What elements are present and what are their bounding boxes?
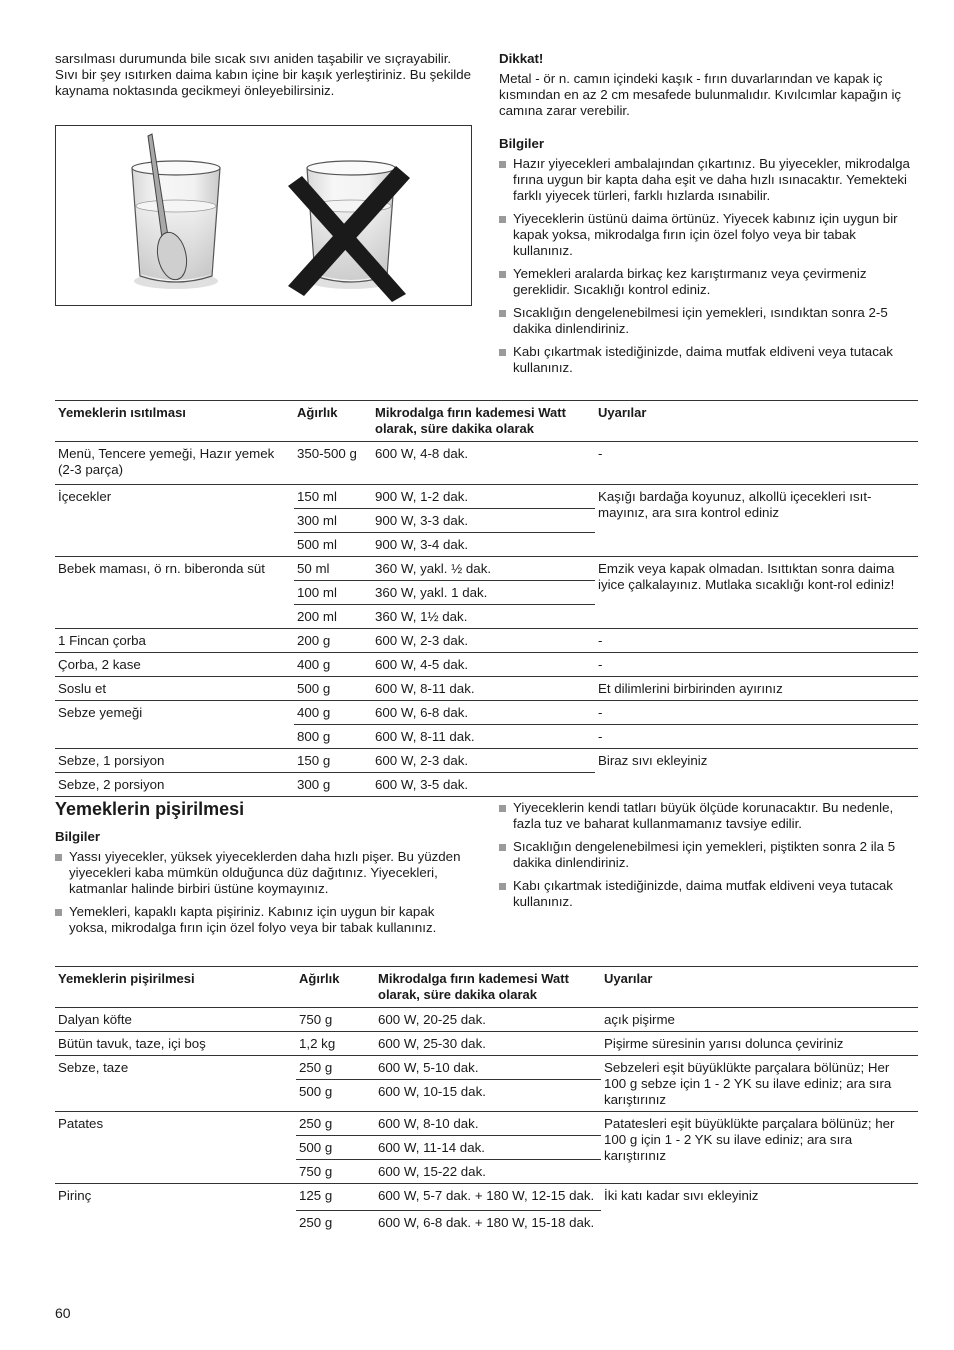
weight-cell: 250 g — [296, 1211, 375, 1235]
cooking-table — [55, 966, 918, 1234]
food-cell: Bebek maması, ö rn. biberonda süt — [58, 561, 265, 576]
table-row — [55, 485, 918, 509]
header-cell: Mikrodalga fırın kademesi Watt olarak, süre dakika olarak — [378, 971, 569, 1002]
setting-cell: 600 W, 25-30 dak. — [378, 1036, 486, 1051]
setting-cell: 600 W, 8-11 dak. — [372, 725, 595, 749]
header-cell: Ağırlık — [297, 405, 338, 420]
weight-cell: 250 g — [299, 1116, 333, 1131]
food-cell: 1 Fincan çorba — [58, 633, 146, 648]
table-row — [55, 1184, 918, 1211]
table-row — [55, 1008, 918, 1032]
setting-cell: 600 W, 5-7 dak. + 180 W, 12-15 dak. — [378, 1188, 595, 1203]
setting-cell: 600 W, 8-10 dak. — [378, 1116, 479, 1131]
table-row — [55, 557, 918, 581]
table-row — [55, 749, 918, 773]
setting-cell: 600 W, 2-3 dak. — [375, 753, 469, 768]
header-cell: Mikrodalga fırın kademesi Watt olarak, süre dakika olarak — [375, 405, 566, 436]
food-cell: Soslu et — [58, 681, 107, 696]
list-item: Sıcaklığın dengelenebilmesi için yemekleri, piştikten sonra 2 ila 5 dakika dinlendiriniz. — [499, 839, 919, 871]
glass-spoon-icon — [56, 126, 471, 305]
info-list — [499, 800, 919, 910]
header-cell: Uyarılar — [598, 405, 647, 420]
weight-cell: 100 ml — [294, 581, 372, 605]
food-cell: Sebze, 2 porsiyon — [55, 773, 294, 797]
header-cell: Yemeklerin pişirilmesi — [58, 971, 195, 986]
info-list — [55, 849, 465, 936]
weight-cell: 200 ml — [294, 605, 372, 629]
info-title: Bilgiler — [55, 829, 101, 844]
table-row — [55, 653, 918, 677]
note-cell: - — [598, 657, 603, 672]
food-cell: Patates — [58, 1116, 104, 1131]
note-cell: Kaşığı bardağa koyunuz, alkollü içecekleri ısıt-mayınız, ara sıra kontrol ediniz — [598, 489, 872, 520]
weight-cell: 150 g — [297, 753, 331, 768]
setting-cell: 600 W, 4-8 dak. — [375, 446, 469, 461]
setting-cell: 600 W, 10-15 dak. — [375, 1080, 601, 1112]
table-row — [55, 629, 918, 653]
heating-table — [55, 400, 918, 797]
setting-cell: 600 W, 20-25 dak. — [378, 1012, 486, 1027]
intro-paragraph: sarsılması durumunda bile sıcak sıvı aniden taşabilir ve sıçrayabilir. Sıvı bir şey ısıtırken daima kabın içine bir kaşık yerleştiriniz. Bu şekilde kaynama noktasında gecikmeyi önleyebilirsiniz. — [55, 51, 472, 98]
weight-cell: 400 g — [297, 705, 331, 720]
food-cell: Bütün tavuk, taze, içi boş — [58, 1036, 206, 1051]
weight-cell: 500 g — [296, 1136, 375, 1160]
note-cell: - — [598, 705, 603, 720]
setting-cell: 600 W, 5-10 dak. — [378, 1060, 479, 1075]
note-cell: İki katı kadar sıvı ekleyiniz — [604, 1188, 759, 1203]
weight-cell: 750 g — [296, 1160, 375, 1184]
header-cell: Uyarılar — [604, 971, 653, 986]
caution-text: Metal - ör n. camın içindeki kaşık - fırın duvarlarından ve kapak iç kısmından en az 2 cm mesafede bulunmalıdır. Kıvılcımlar kapağın iç camına zarar verebilir. — [499, 71, 902, 118]
food-cell: Pirinç — [58, 1188, 92, 1203]
weight-cell: 800 g — [294, 725, 372, 749]
note-cell: Emzik veya kapak olmadan. Isıttıktan sonra daima iyice çalkalayınız. Mutlaka sıcaklığı kont-rol ediniz! — [598, 561, 895, 592]
caution-title: Dikkat! — [499, 51, 544, 66]
setting-cell: 600 W, 6-8 dak. — [375, 705, 469, 720]
list-item: Kabı çıkartmak istediğinizde, daima mutfak eldiveni veya tutacak kullanınız. — [499, 878, 919, 910]
note-cell: - — [598, 633, 603, 648]
table-row — [55, 1112, 918, 1136]
list-item: Hazır yiyecekleri ambalajından çıkartınız. Bu yiyecekler, mikrodalga fırına uygun bir kapta daha eşit ve daha hızlı ısınacaktır. Yemekteki farklı yiyecek türleri, farklı hızlarda ısınabilir. — [499, 156, 919, 204]
setting-cell: 900 W, 1-2 dak. — [375, 489, 469, 504]
food-cell: Menü, Tencere yemeği, Hazır yemek (2-3 parça) — [58, 446, 275, 477]
section-heading: Yemeklerin pişirilmesi — [55, 799, 245, 819]
setting-cell: 600 W, 2-3 dak. — [375, 633, 469, 648]
note-cell: Et dilimlerini birbirinden ayırınız — [598, 681, 783, 696]
food-cell: Sebze yemeği — [58, 705, 143, 720]
weight-cell: 50 ml — [297, 561, 330, 576]
food-cell: Dalyan köfte — [58, 1012, 132, 1027]
weight-cell: 350-500 g — [297, 446, 357, 461]
cooking-info-right — [499, 800, 919, 917]
weight-cell: 300 ml — [294, 509, 372, 533]
table-header — [55, 401, 918, 442]
table-header — [55, 967, 918, 1008]
weight-cell: 400 g — [297, 657, 331, 672]
setting-cell: 900 W, 3-3 dak. — [372, 509, 595, 533]
food-cell: Çorba, 2 kase — [58, 657, 141, 672]
setting-cell: 600 W, 3-5 dak. — [372, 773, 595, 797]
list-item: Yassı yiyecekler, yüksek yiyeceklerden daha hızlı pişer. Bu yüzden yiyecekleri kaba mümkün olduğunca düz dağıtınız. Yiyecekleri, katmanlar halinde birbiri üstüne koymayınız. — [55, 849, 465, 897]
list-item: Yiyeceklerin kendi tatları büyük ölçüde korunacaktır. Bu nedenle, fazla tuz ve baharat kullanmamanız tavsiye edilir. — [499, 800, 919, 832]
list-item: Yemekleri, kapaklı kapta pişiriniz. Kabınız için uygun bir kapak yoksa, mikrodalga fırın için özel folyo veya bir tabak kullanınız. — [55, 904, 465, 936]
note-cell: - — [595, 725, 918, 749]
table-row — [55, 677, 918, 701]
setting-cell: 360 W, 1½ dak. — [372, 605, 595, 629]
header-cell: Ağırlık — [299, 971, 340, 986]
weight-cell: 150 ml — [297, 489, 337, 504]
note-cell: açık pişirme — [604, 1012, 675, 1027]
setting-cell: 600 W, 4-5 dak. — [375, 657, 469, 672]
note-cell: - — [598, 446, 603, 461]
setting-cell: 900 W, 3-4 dak. — [372, 533, 595, 557]
table-row — [55, 1032, 918, 1056]
setting-cell: 600 W, 15-22 dak. — [375, 1160, 601, 1184]
weight-cell: 200 g — [297, 633, 331, 648]
info-title: Bilgiler — [499, 136, 545, 151]
note-cell: Sebzeleri eşit büyüklükte parçalara bölünüz; Her 100 g sebze için 1 - 2 YK su ilave ediniz; ara sıra karıştırınız — [604, 1060, 892, 1107]
setting-cell: 360 W, yakl. 1 dak. — [372, 581, 595, 605]
setting-cell: 360 W, yakl. ½ dak. — [375, 561, 492, 576]
weight-cell: 1,2 kg — [299, 1036, 336, 1051]
setting-cell: 600 W, 11-14 dak. — [375, 1136, 601, 1160]
note-cell: Biraz sıvı ekleyiniz — [598, 753, 708, 768]
intro-column — [55, 51, 473, 99]
food-cell: İçecekler — [58, 489, 112, 504]
weight-cell: 500 ml — [294, 533, 372, 557]
setting-cell: 600 W, 8-11 dak. — [375, 681, 475, 696]
weight-cell: 300 g — [294, 773, 372, 797]
weight-cell: 500 g — [296, 1080, 375, 1112]
info-column — [499, 51, 919, 383]
list-item: Yemekleri aralarda birkaç kez karıştırmanız veya çevirmeniz gereklidir. Sıcaklığı kontrol ediniz. — [499, 266, 919, 298]
header-cell: Yemeklerin ısıtılması — [58, 405, 186, 420]
note-cell: Patatesleri eşit büyüklükte parçalara bölünüz; her 100 g için 1 - 2 YK su ilave ediniz; ara sıra karıştırınız — [604, 1116, 895, 1163]
list-item: Kabı çıkartmak istediğinizde, daima mutfak eldiveni veya tutacak kullanınız. — [499, 344, 919, 376]
weight-cell: 125 g — [299, 1188, 333, 1203]
page-number: 60 — [55, 1305, 71, 1321]
glass-illustration — [55, 125, 472, 306]
food-cell: Sebze, taze — [58, 1060, 129, 1075]
table-row — [55, 1056, 918, 1080]
table-row — [55, 442, 918, 485]
weight-cell: 750 g — [299, 1012, 333, 1027]
table-row — [55, 701, 918, 725]
weight-cell: 500 g — [297, 681, 331, 696]
info-list — [499, 156, 919, 376]
list-item: Yiyeceklerin üstünü daima örtünüz. Yiyecek kabınız için uygun bir kapak yoksa, mikrodalga fırın için özel folyo veya bir tabak kullanınız. — [499, 211, 919, 259]
list-item: Sıcaklığın dengelenebilmesi için yemekleri, ısındıktan sonra 2-5 dakika dinlendiriniz. — [499, 305, 919, 337]
cooking-info-left — [55, 829, 465, 943]
weight-cell: 250 g — [299, 1060, 333, 1075]
food-cell: Sebze, 1 porsiyon — [58, 753, 165, 768]
note-cell: Pişirme süresinin yarısı dolunca çeviriniz — [604, 1036, 844, 1051]
setting-cell: 600 W, 6-8 dak. + 180 W, 15-18 dak. — [375, 1211, 601, 1235]
